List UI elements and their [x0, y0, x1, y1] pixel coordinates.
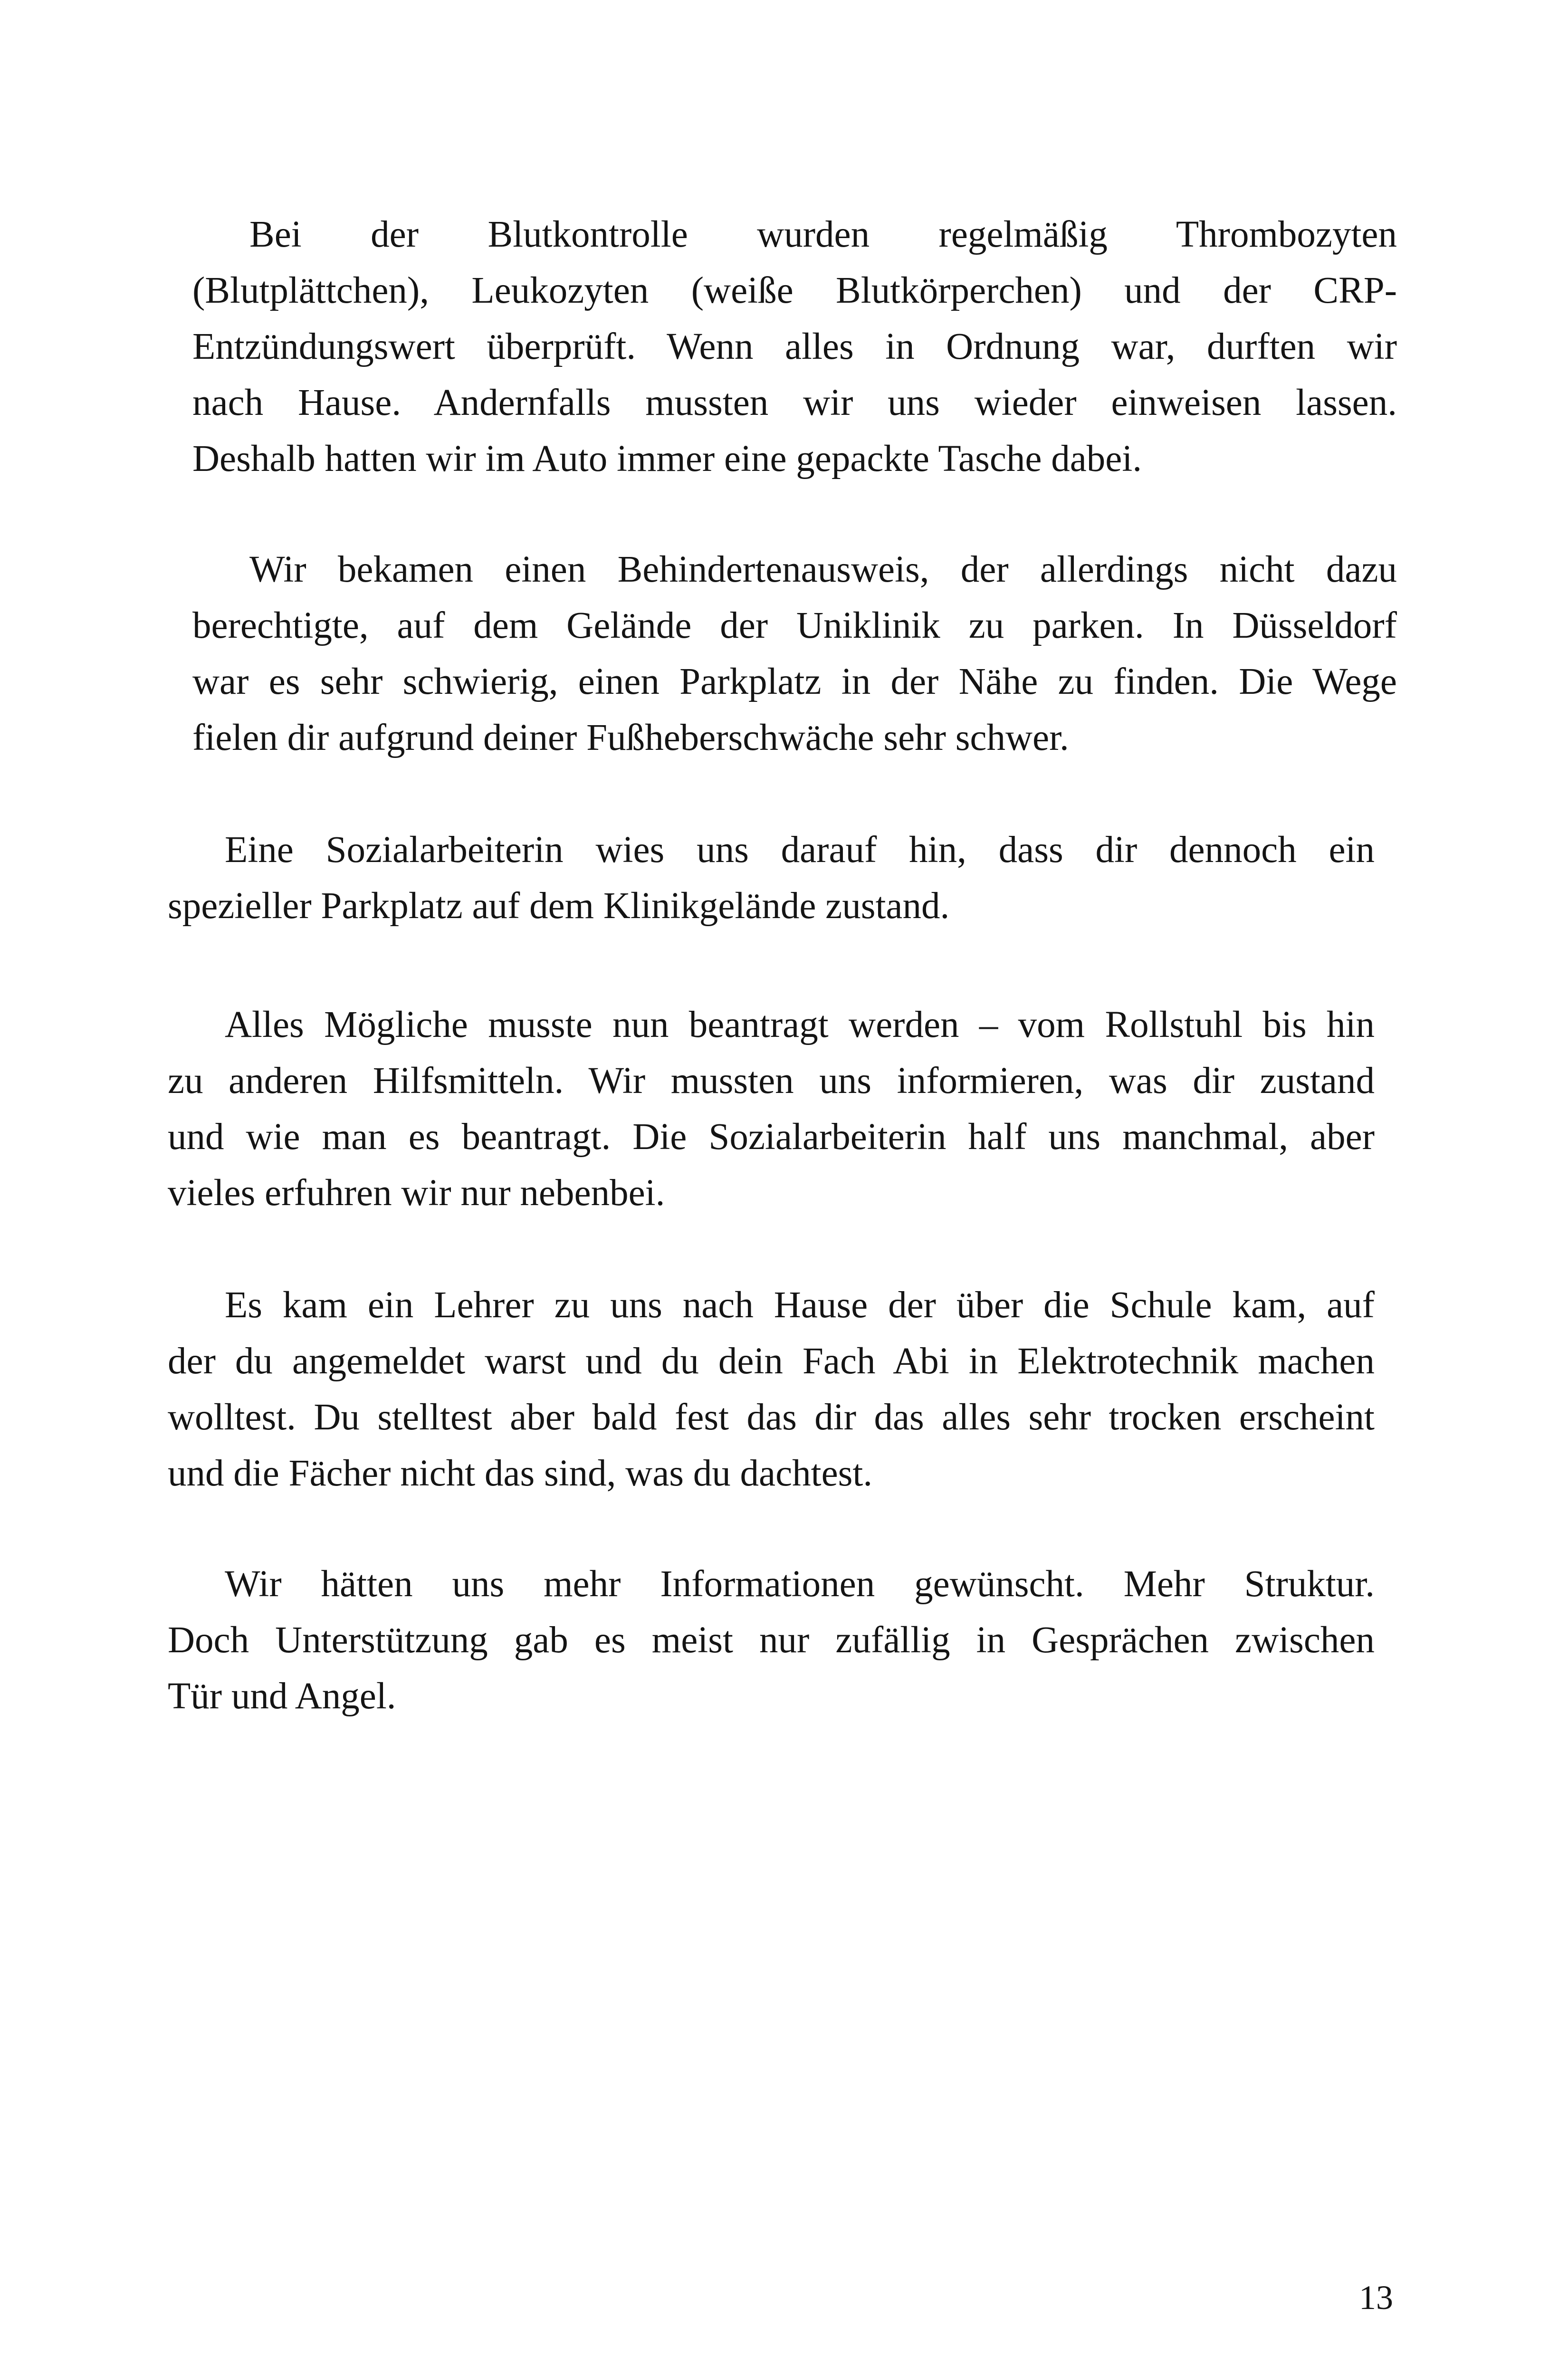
text-line: Entzündungswert überprüft. Wenn alles in Ordnung war, durften wir	[192, 326, 1397, 367]
text-line: berechtigte, auf dem Gelände der Uniklinik zu parken. In Düsseldorf	[192, 605, 1397, 646]
text-line: (Blutplättchen), Leukozyten (weiße Blutkörperchen) und der CRP-	[192, 270, 1397, 311]
text-line: Bei der Blutkontrolle wurden regelmäßig Thrombozyten	[249, 214, 1397, 255]
text-line: wolltest. Du stelltest aber bald fest das dir das alles sehr trocken erscheint	[168, 1397, 1375, 1438]
text-line: der du angemeldet warst und du dein Fach Abi in Elektrotechnik machen	[168, 1341, 1375, 1382]
text-line: vieles erfuhren wir nur nebenbei.	[168, 1172, 665, 1214]
paragraph-disability-pass	[192, 542, 1397, 766]
text-line: und wie man es beantragt. Die Sozialarbeiterin half uns manchmal, aber	[168, 1116, 1375, 1158]
text-line: und die Fächer nicht das sind, was du dachtest.	[168, 1453, 873, 1494]
text-line: Wir hätten uns mehr Informationen gewünscht. Mehr Struktur.	[225, 1563, 1375, 1605]
paragraph-blood-tests	[192, 207, 1397, 487]
paragraph-social-worker	[168, 822, 1375, 934]
page-number: 13	[1359, 2279, 1393, 2317]
text-line: Doch Unterstützung gab es meist nur zufällig in Gesprächen zwischen	[168, 1619, 1375, 1661]
text-line: Tür und Angel.	[168, 1676, 396, 1717]
text-line: zu anderen Hilfsmitteln. Wir mussten uns informieren, was dir zustand	[168, 1060, 1375, 1102]
text-line: Es kam ein Lehrer zu uns nach Hause der über die Schule kam, auf	[225, 1284, 1375, 1326]
text-line: Deshalb hatten wir im Auto immer eine gepackte Tasche dabei.	[192, 438, 1142, 479]
text-line: nach Hause. Andernfalls mussten wir uns wieder einweisen lassen.	[192, 382, 1397, 423]
paragraph-more-information	[168, 1556, 1375, 1725]
text-line: war es sehr schwierig, einen Parkplatz in der Nähe zu finden. Die Wege	[192, 661, 1397, 702]
paragraph-teacher	[168, 1277, 1375, 1502]
paragraph-applications	[168, 997, 1375, 1221]
text-line: Alles Mögliche musste nun beantragt werden – vom Rollstuhl bis hin	[225, 1004, 1375, 1045]
text-line: spezieller Parkplatz auf dem Klinikgelände zustand.	[168, 885, 950, 927]
text-line: Wir bekamen einen Behindertenausweis, der allerdings nicht dazu	[249, 549, 1397, 590]
text-line: Eine Sozialarbeiterin wies uns darauf hin, dass dir dennoch ein	[225, 829, 1375, 871]
text-line: fielen dir aufgrund deiner Fußheberschwäche sehr schwer.	[192, 717, 1069, 758]
